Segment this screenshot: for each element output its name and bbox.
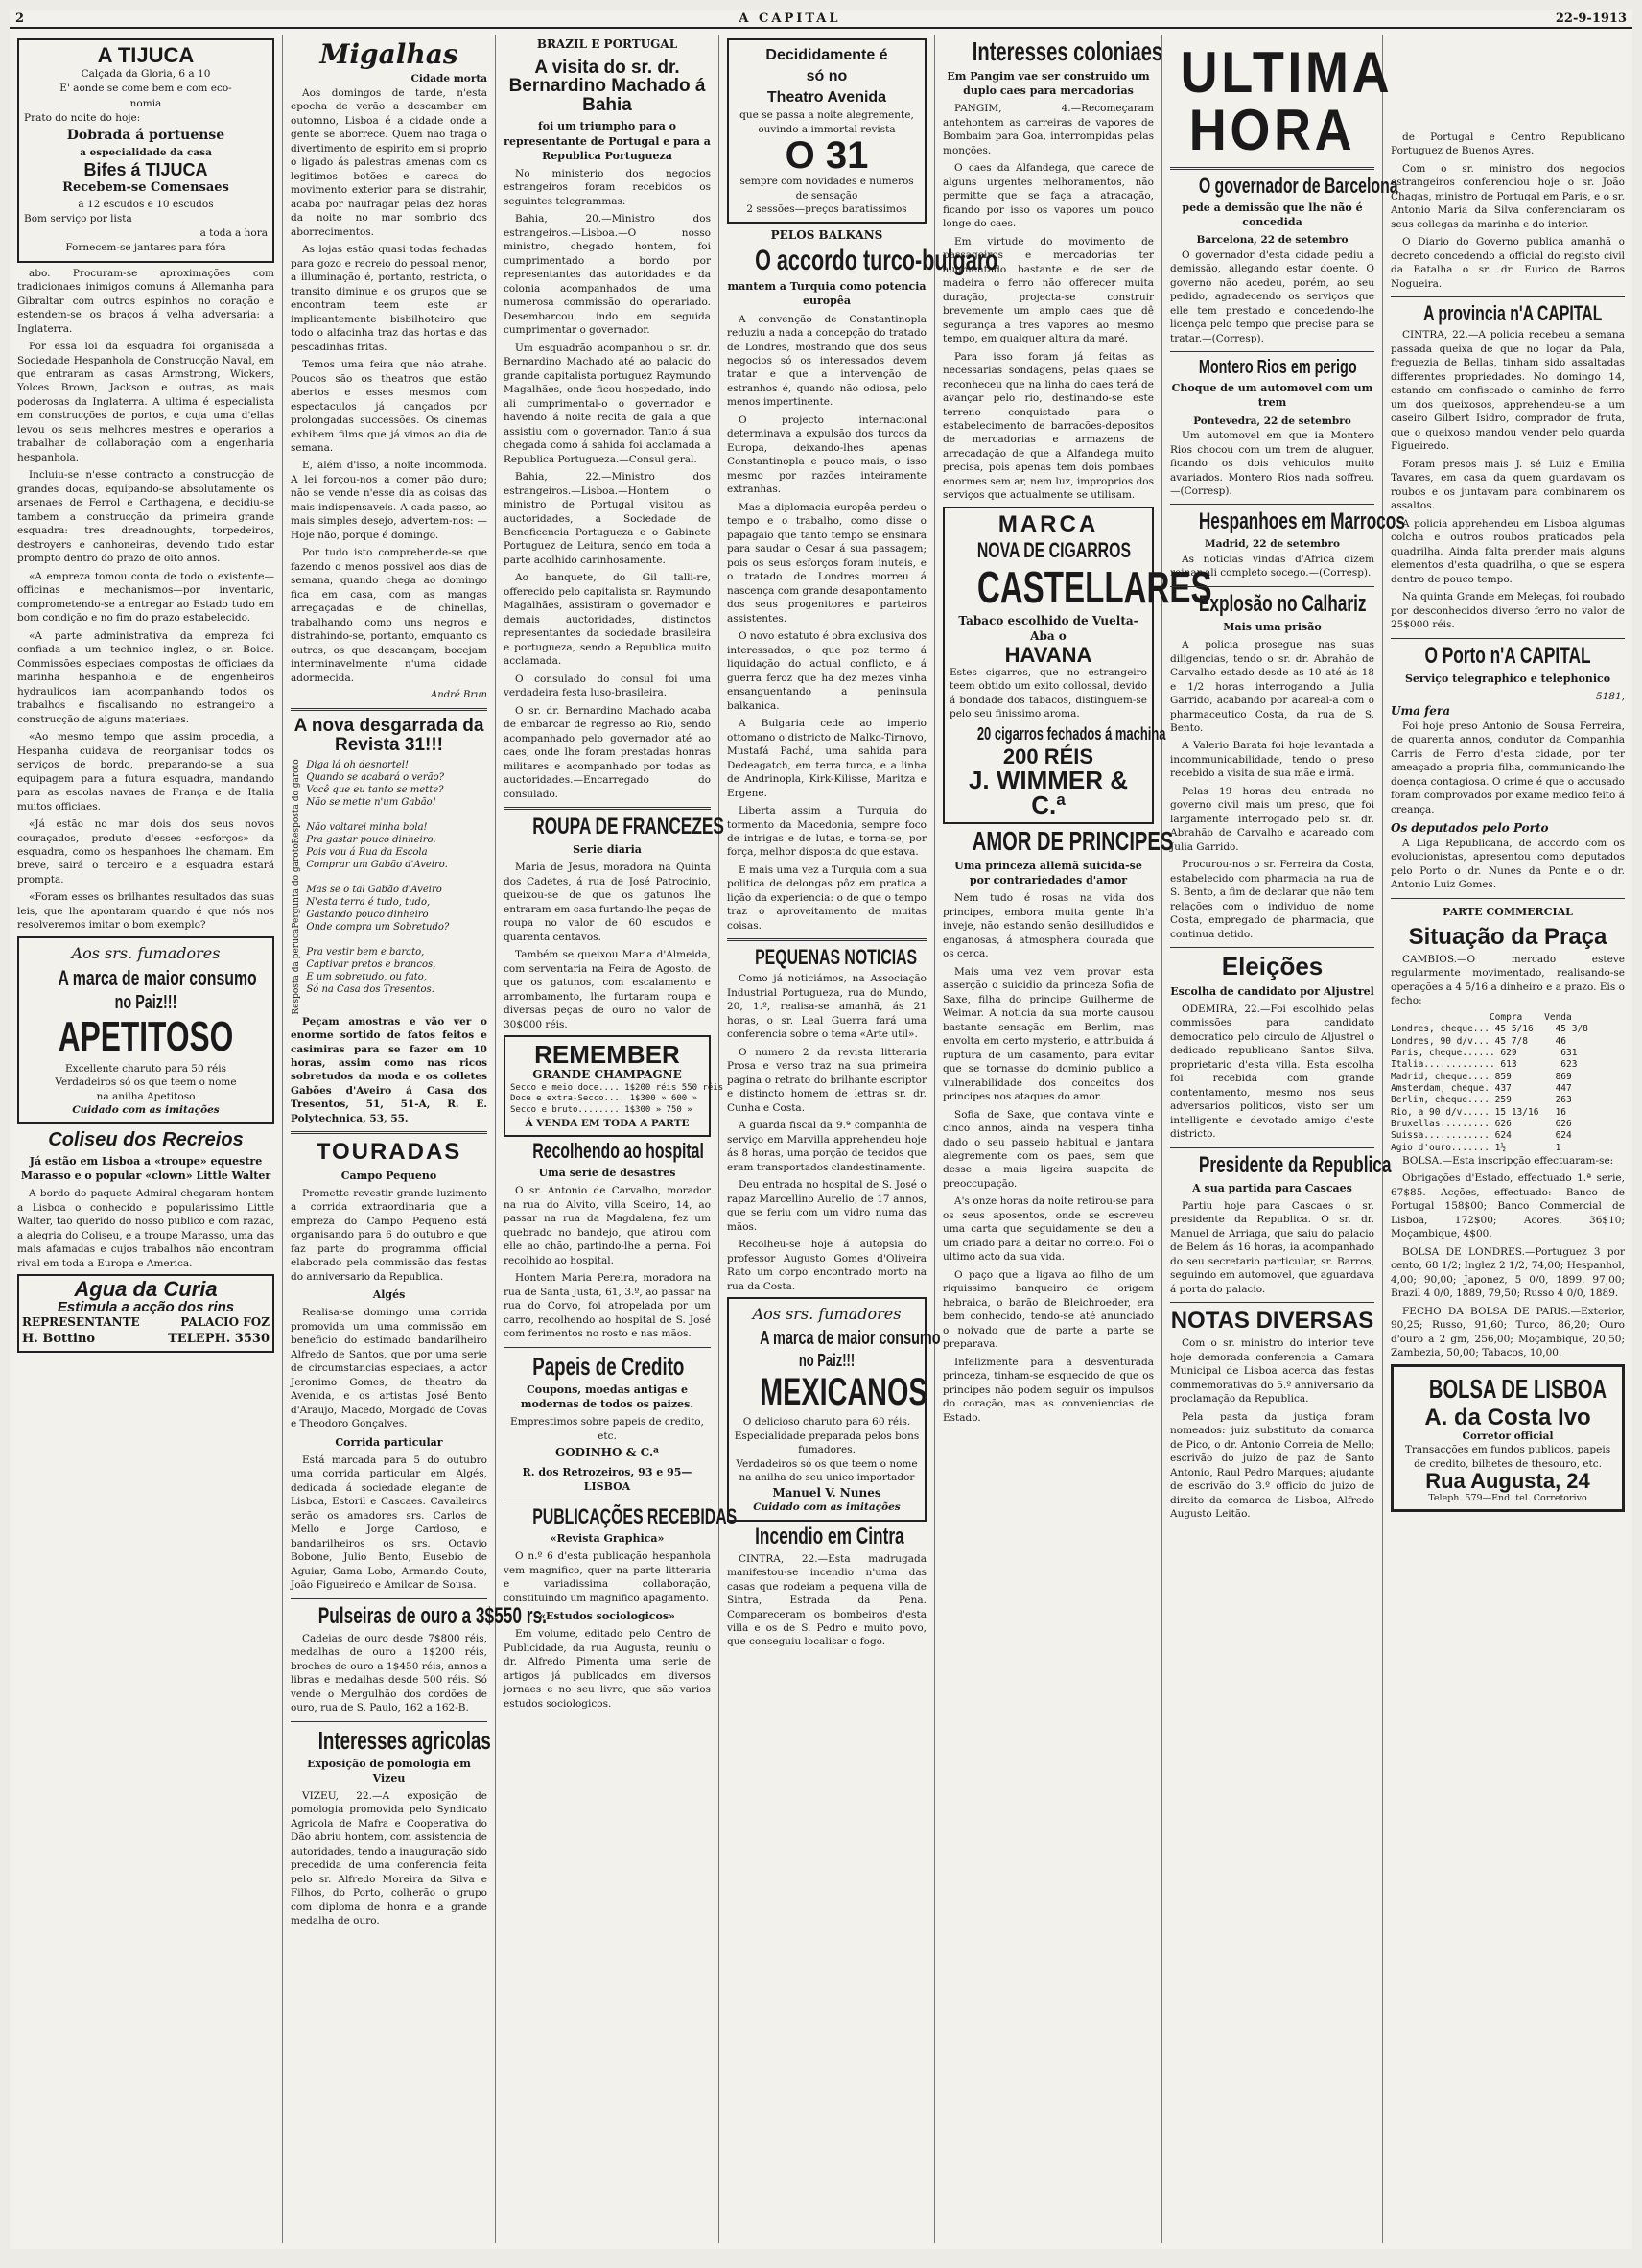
ad-remember-title: REMEMBER bbox=[534, 1040, 680, 1070]
verse-line: N'esta terra é tudo, tudo, bbox=[306, 896, 431, 908]
verse-line: Quando se acabará o verão? bbox=[306, 771, 444, 783]
porto-subtitle: Serviço telegraphico e telephonico bbox=[1404, 672, 1611, 685]
article-paragraph: Foram presos mais J. sé Luiz e Emilia Tavares, em casa da quem guardavam os roubos e os juntavam para combinarem os assaltos. bbox=[1391, 458, 1625, 512]
eleicoes-subtitle: Escolha de candidato por Aljustrel bbox=[1170, 984, 1374, 998]
papeis-line: Coupons, moedas antigas e modernas de todos os paizes. bbox=[520, 1382, 694, 1410]
coliseu-title: Coliseu dos Recreios bbox=[48, 1128, 244, 1150]
newspaper-page bbox=[10, 10, 1632, 2249]
ad-apetitoso-line: Aos srs. fumadores bbox=[71, 943, 221, 962]
article-paragraph: O sr. Antonio de Carvalho, morador na rua do Alvito, villa Soeiro, 14, ao passar na rua da Magdalena, fez um quebrado no bandejo, que atirou com elle ao chão, partindo-lhe a perna. Foi recolhido ao hospital. bbox=[504, 1185, 711, 1266]
ad-remember-sub: GRANDE CHAMPAGNE bbox=[532, 1068, 682, 1082]
ad-mexicanos bbox=[727, 1297, 941, 1522]
article-paragraph: Na quinta Grande em Meleças, foi roubado por desconhecidos diverso ferro no valor de 25$000 réis. bbox=[1391, 591, 1625, 631]
article-paragraph: A policia apprehendeu em Lisboa algumas colcha e outros roubos praticados pela quadrilha. Ainda falta prender mais alguns elementos d'esta quadrilha, o que se espera dentro de pouco tempo. bbox=[1391, 517, 1625, 585]
article-paragraph: A Liga Republicana, de accordo com os evolucionistas, apresentou como deputados pelo Porto o dr. Nunes da Ponte e o dr. Antonio Luiz Gomes. bbox=[1391, 837, 1625, 891]
article-paragraph: PANGIM, 4.—Recomeçaram antehontem as carreiras de vapores de Bombaim para Goa, interrompidas pelas monções. bbox=[943, 103, 1154, 156]
article-paragraph: Também se queixou Maria d'Almeida, com serventaria na Feira de Agosto, de que os gatunos, com escalamento e arrombamento, lhe furtaram roupa e diversas peças de ouro no valor de 30$000 réis. bbox=[504, 949, 711, 1030]
ad-castellares-firm: J. WIMMER & C.ª bbox=[968, 765, 1129, 819]
eleicoes-title: Eleições bbox=[1221, 952, 1324, 981]
article-paragraph: O n.º 6 d'esta publicação hespanhola vem magnifico, quer na parte litteraria e variadissima collaboração, constituindo um magnifico apagamento. bbox=[504, 1550, 711, 1604]
verse-line: Mas se o tal Gabão d'Aveiro bbox=[306, 884, 442, 895]
ad-theatro-line: Theatro Avenida bbox=[766, 89, 887, 106]
ad-remember bbox=[504, 1035, 724, 1137]
ad-theatro-line: que se passa a noite alegremente, ouvindo a immortal revista bbox=[739, 109, 914, 135]
ad-tijuca-name: A TIJUCA bbox=[97, 43, 195, 67]
agricolas-title: Interesses agricolas bbox=[317, 1725, 491, 1755]
column-4 bbox=[719, 35, 998, 2243]
column-7 bbox=[1383, 35, 1632, 2243]
ad-tijuca-line: a 12 escudos e 10 escudos bbox=[78, 198, 214, 210]
article-paragraph: Infelizmente para a desventurada princeza, tinham-se esquecido de que os principes não podem seguir os impulsos do coração, mas as conveniencias de Estado. bbox=[943, 1356, 1154, 1424]
column-1 bbox=[10, 35, 283, 2243]
article-paragraph: Com o sr. ministro do interior teve hoje demorada conferencia a Camara Municipal de Lisboa acerca das festas commemorativas do 5.º anniversario da proclamação da Republica. bbox=[1170, 1337, 1374, 1406]
article-paragraph: CINTRA, 22.—Esta madrugada manifestou-se incendio n'uma das casas que rodeiam a pequena villa de Sintra, Estrada da Pena. Compareceram os bombeiros d'esta villa e os de S. Pedro e muito povo, que conseguiu localisar o fogo. bbox=[727, 1552, 927, 1648]
article-paragraph: Por essa loi da esquadra foi organisada a Sociedade Hespanhola de Construcção Naval, em que entraram as casas Armstrong, Wickers, Yolces Brown, Jackson e outras, as mais poderosas da Inglaterra. A ultima é especialista em construcções de portos, e cuja uma d'ellas levou os seus melhores mestres e operarios a trabalhar de collaboração com a engenharia hespanhola. bbox=[17, 341, 274, 463]
column-6 bbox=[1162, 35, 1405, 2243]
article-paragraph: A convenção de Constantinopla reduziu a nada a concepção do tratado de Londres, mostrando que dos seus negocios só os interessados devem tratar e que a intervenção de estranhos é, quando não odiosa, pelo menos impertinente. bbox=[727, 313, 927, 409]
article-paragraph: «A empreza tomou conta de todo o existente—officinas e mechanismos—por inventario, comprometendo-se a entregar ao Estado tudo em bom condição e no fim do prazo estabelecido. bbox=[17, 570, 274, 625]
ad-remember-price: Secco e meio doce.... 1$200 réis 550 réis bbox=[510, 1082, 724, 1093]
ad-remember-price: Doce e extra-Secco.... 1$300 » 600 » bbox=[510, 1094, 698, 1104]
marrocos-place: Madrid, 22 de setembro bbox=[1205, 538, 1340, 551]
verse-line: Pra gastar pouco dinheiro. bbox=[306, 834, 436, 845]
papeis-address: R. dos Retrozeiros, 93 e 95—LISBOA bbox=[522, 1465, 692, 1493]
article-paragraph: ODEMIRA, 22.—Foi escolhido pelas commissões para candidato democratico pelo circulo de Aljustrel o dedicado republicano Santos Silva, proprietario d'esta villa. Esta escolha foi recebida com grande contentamento, mesmo nos seus adversarios politicos, visto ser um intelligente e devotado amigo d'este districto. bbox=[1170, 1003, 1374, 1141]
article-paragraph: O paço que a ligava ao filho de um riquissimo banqueiro de origem hebraica, o barão de Bleichroeder, era bem conhecido, tendo-se até anunciado o noivado que de parte a parte se preparava. bbox=[943, 1268, 1154, 1351]
revista-title: A nova desgarrada da Revista 31!!! bbox=[293, 716, 484, 755]
ad-bolsa-lisboa bbox=[1391, 1364, 1625, 1513]
verse-line: Onde compra um Sobretudo? bbox=[306, 921, 450, 933]
notas-title: NOTAS DIVERSAS bbox=[1170, 1308, 1374, 1335]
verse-line: Pra vestir bem e barato, bbox=[306, 946, 425, 957]
ultima-hora-heading: ULTIMA HORA bbox=[1180, 40, 1394, 162]
ad-theatro-avenida bbox=[727, 38, 927, 224]
verse-line: Você que eu tanto se mette? bbox=[306, 784, 444, 795]
article-paragraph: Aos domingos de tarde, n'esta epocha de verão a descambar em outomno, Lisboa é a cidade onde a gente se aborrece. Quem não traga o divertimento de espirito em si proprio o ligado ás palestras amenas com os legitimos botões e careca do movimento exterior para se distrahir, acaba por naufragar pelas dez horas da noite no mar sombrio dos aborrecimentos. bbox=[291, 86, 487, 238]
exchange-table-row: Berlim, cheque.... 259 263 bbox=[1391, 1095, 1572, 1106]
revista-side-label: Resposta da peruca bbox=[292, 928, 301, 1015]
verse-line: Só na Casa dos Tresentos. bbox=[306, 983, 434, 995]
article-paragraph: Bahia, 20.—Ministro dos estrangeiros.—Lisboa.—O nosso ministro, chegado hontem, foi cumprimentado a bordo por representantes das autoridades e da colonia acompanhados de uma numerosa commissão do operariado. Desembarcou, indo em seguida cumprimentar o governador. bbox=[504, 213, 711, 337]
article-paragraph: Obrigações d'Estado, effectuado 1.ª serie, 67$85. Acções, effectuado: Banco de Portugal 158$00; Banco Commercial de Lisboa, 172$00; Acores, 36$10; Moçambique, 4$00. bbox=[1391, 1172, 1625, 1240]
touradas-subtitle: Campo Pequeno bbox=[340, 1169, 437, 1182]
touradas-subtitle: Corrida particular bbox=[335, 1435, 443, 1449]
ad-apetitoso-line: no Paiz!!! bbox=[114, 991, 177, 1013]
brasil-title: A visita do sr. dr. Bernardino Machado á Bahia bbox=[508, 57, 706, 116]
article-paragraph: abo. Procuram-se aproximações com tradicionaes inimigos comuns á Allemanha para Gibraltar com outros espinhos no coração e estendem-se os braços á velha adversaria: a Inglaterra. bbox=[17, 267, 274, 335]
agricolas-subtitle: Exposição de pomologia em Vizeu bbox=[307, 1757, 471, 1784]
article-paragraph: Sofia de Saxe, que contava vinte e cinco annos, ainda na vespera tinha dado o seu passeio habitual e jantara alegremente com os paes, sem que desse a mais ligeira suspeita de preoccupação. bbox=[943, 1108, 1154, 1190]
article-paragraph: Com o sr. ministro dos negocios estrangeiros conferenciou hoje o sr. João Chagas, ministro de Portugal em Paris, e o sr. Antonio Maria da Silva conferenciaram os seus collegas da marinha e do interior. bbox=[1391, 162, 1625, 230]
article-paragraph: Mais uma vez vem provar esta asserção o suicidio da princeza Sofia de Saxe, filha do principe Guilherme de Weimar. A noticia da sua morte causou bastante sensação em Berlim, mas envolta em certo mysterio, e attribuida á ruptura de um casamento, para evitar que se tornasse do dominio publico a vulnerabilidade dos conceitos dos principes nos ataques do amor. bbox=[943, 965, 1154, 1103]
ad-tijuca-line: Recebem-se Comensaes bbox=[62, 179, 229, 195]
ad-tijuca-line: E' aonde se come bem e com eco- bbox=[59, 83, 232, 95]
article-paragraph: Hontem Maria Pereira, moradora na rua de Santa Justa, 61, 3.º, ao passar na rua do Corvo, foi atropelada por um carro, recolhendo ao hospital de S. José com ferimentos no rosto e nas mãos. bbox=[504, 1272, 711, 1340]
ad-castellares-line: MARCA bbox=[997, 510, 1099, 537]
verse-line: Comprar um Gabão d'Aveiro. bbox=[306, 859, 448, 870]
brasil-kicker: BRAZIL E PORTUGAL bbox=[536, 37, 678, 51]
article-paragraph: CAMBIOS.—O mercado esteve regularmente movimentado, realisando-se operações a 4 5/16 a dinheiro e a prazo. Eis o fecho: bbox=[1391, 953, 1625, 1007]
exchange-table-row: Bruxellas......... 626 626 bbox=[1391, 1118, 1572, 1129]
article-paragraph: Como já noticiámos, na Associação Industrial Portugueza, rua do Mundo, 20, 1.º, realisa-se amanhã, ás 21 horas, o sr. Leal Guerra fará uma conferencia sobre o tema «Arte util». bbox=[727, 973, 927, 1041]
amor-subtitle: Uma princeza allemã suicida-se por contrariedades d'amor bbox=[954, 859, 1142, 887]
hospital-subtitle: Uma serie de desastres bbox=[538, 1167, 676, 1180]
ad-castellares-line: NOVA DE CIGARROS bbox=[976, 537, 1132, 562]
ad-apetitoso bbox=[17, 936, 274, 1124]
ad-mexicanos-brand: MEXICANOS bbox=[760, 1371, 927, 1414]
ad-mexicanos-importer: Manuel V. Nunes bbox=[772, 1485, 881, 1500]
ad-bolsa-line: Transacções em fundos publicos, papeis de credito, bilhetes de thesouro, etc. bbox=[1404, 1444, 1611, 1470]
verse-line: E um sobretudo, ou fato, bbox=[306, 971, 427, 982]
ad-agua-title: Agua da Curia bbox=[74, 1277, 218, 1302]
article-paragraph: Por tudo isto comprehende-se que fazendo o menos possivel aos dias de semana, quando chega ao domingo fica em casa, com as mangas arregaçadas e de chinellas, trabalhando como uns negros e distrahindo-se, portanto, emquanto os outros, os que descançam, bocejam interminavelmente n'uma cidade adormecida. bbox=[291, 547, 487, 684]
article-paragraph: Um automovel em que ia Montero Rios chocou com um trem de aluguer, ficando os dois vehiculos muito avariados. Montero Rios nada soffreu.—(Corresp). bbox=[1170, 430, 1374, 497]
barcelona-title: O governador de Barcelona bbox=[1198, 174, 1398, 198]
masthead bbox=[10, 10, 1632, 29]
article-paragraph: O Diario do Governo publica amanhã o decreto concedendo a official do registo civil da Batalha o sr. dr. Eurico de Barros Nogueira. bbox=[1391, 236, 1625, 290]
ad-bolsa-telephone: Teleph. 579—End. tel. Corretorivo bbox=[1428, 1493, 1587, 1504]
article-paragraph: VIZEU, 22.—A exposição de pomologia promovida pelo Syndicato Agricola de Mafra e Cooperativa do Dão abriu hontem, com assistencia de autoridades, tendo a inauguração sido precedida de uma conferencia feita pelo sr. Alfredo Moreira da Silva e Filhos, do Porto, colherão o grupo com diploma de honra e a grande medalha de ouro. bbox=[291, 1789, 487, 1927]
balkans-subtitle: mantem a Turquia como potencia europêa bbox=[727, 280, 927, 308]
article-paragraph: Para isso foram já feitas as necessarias sondagens, pelas quaes se reconheceu que na linha do caes terá de avançar pelo rio, destinando-se este terreno conquistado para o estabelecimento de barracões-depositos de mercadorias e armazens de arrecadação de que a Alfandega muito precisa, pois apenas tem dois pombaes enormes sem ar, nem luz, improprios dos serviços que actualmente se utilisam. bbox=[943, 350, 1154, 502]
ad-bolsa-title: BOLSA DE LISBOA bbox=[1428, 1373, 1607, 1404]
ad-bolsa-name: A. da Costa Ivo bbox=[1424, 1404, 1591, 1430]
ad-agua-line: PALACIO FOZ bbox=[180, 1315, 270, 1330]
article-paragraph: FECHO DA BOLSA DE PARIS.—Exterior, 90,25; Russo, 91,60; Turco, 86,20; Ouro d'ouro a 2 gm, 256,00; Moçambique, 20,50; Zambezia, 50,00; Tabacos, 10,00. bbox=[1391, 1305, 1625, 1359]
ad-castellares-city: HAVANA bbox=[1004, 643, 1092, 667]
article-paragraph: O governador d'esta cidade pediu a demissão, allegando estar doente. O governo não acedeu, porém, ao seu pedido, agradecendo os serviços que elle tem prestado e concedendo-lhe licença pelo tempo que precise para se tratar.—(Corresp). bbox=[1170, 248, 1374, 344]
ad-mexicanos-line: Especialidade preparada pelos bons fumadores. bbox=[734, 1429, 920, 1456]
article-paragraph: Pelas 19 horas deu entrada no governo civil mais um preso, que foi largamente interrogado pelo sr. dr. Abrahão de Carvalho e acareado com Julia Garrido. bbox=[1170, 785, 1374, 853]
article-paragraph: Maria de Jesus, moradora na Quinta dos Cadetes, á rua de José Patrocinio, queixou-se de que os gatunos lhe entraram em casa furtando-lhe peças de roupa no valor de 60 escudos e quarenta centavos. bbox=[504, 862, 711, 943]
article-paragraph: Nem tudo é rosas na vida dos principes, embora muita gente lh'a inveje, não estando senão desilludidos e enganosas, á atmosphera dourada que os cerca. bbox=[943, 892, 1154, 960]
calhariz-subtitle: Mais uma prisão bbox=[1223, 620, 1322, 633]
amor-title: AMOR DE PRINCIPES bbox=[972, 825, 1174, 856]
coloniaes-subtitle: Em Pangim vae ser construido um duplo caes para mercadorias bbox=[947, 70, 1150, 98]
ad-mexicanos-line: Aos srs. fumadores bbox=[752, 1305, 902, 1324]
article-paragraph: A Bulgaria cede ao imperio ottomano o districto de Malko-Tirnovo, Mustafá Pachá, uma sahida para Dedeagatch, em terra turca, e a linha de Andrinopla, Kirk-Kilisse, Maritza e Ergene. bbox=[727, 718, 927, 799]
commercial-title: Situação da Praça bbox=[1408, 923, 1607, 950]
ad-mexicanos-line: Verdadeiros só os que teem o nome na anilha do seu unico importador bbox=[736, 1457, 918, 1484]
article-paragraph: O novo estatuto é obra exclusiva dos interessados, o que poz termo á liquidação do actual conflicto, e á guerra feroz que ha dez mezes vinha ensanguentando a peninsula balkanica. bbox=[727, 630, 927, 712]
papeis-title: Papeis de Credito bbox=[532, 1351, 685, 1381]
article-paragraph: A's onze horas da noite retirou-se para os seus aposentos, onde se escreveu uma carta que seguidamente se deu a um criado para a deitar no correio. Foi o ultimo acto da sua vida. bbox=[943, 1195, 1154, 1264]
ad-tijuca bbox=[17, 38, 274, 263]
article-paragraph: Recolheu-se hoje á autopsia do professor Augusto Gomes d'Oliveira Rato um corpo encontrado morto na rua da Costa. bbox=[727, 1239, 927, 1292]
ad-castellares-price: 200 RÉIS bbox=[1002, 744, 1094, 768]
touradas-subtitle: Algés bbox=[372, 1288, 406, 1302]
provincia-title: A provincia n'A CAPITAL bbox=[1423, 301, 1603, 326]
ad-tijuca-line: a toda a hora bbox=[199, 226, 268, 239]
presidente-subtitle: A sua partida para Cascaes bbox=[1192, 1181, 1352, 1194]
article-paragraph: O consulado do consul foi uma verdadeira festa luso-brasileira. bbox=[504, 673, 711, 699]
article-paragraph: Incluiu-se n'esse contracto a construcção de grandes docas, equipando-se absolutamente os arsenaes de Ferrol e Carthagena, e decidiu-se tambem a construcção da primeira grande esquadra: tres dreadnoughts, torpedeiros, destroyers e canhoneiras, devendo tudo estar prompto dentro do prazo de oito annos. bbox=[17, 469, 274, 565]
ad-agua-line: H. Bottino bbox=[22, 1331, 96, 1346]
exchange-table-row: Paris, cheque...... 629 631 bbox=[1391, 1047, 1578, 1058]
ad-castellares-brand: CASTELLARES bbox=[976, 561, 1212, 612]
ad-tijuca-line: a especialidade da casa bbox=[80, 147, 212, 159]
article-paragraph: Em volume, editado pelo Centro de Publicidade, da rua Augusta, reuniu o dr. Alfredo Pimenta uma serie de artigos já publicados em diversos jornaes e no seu livro, que são varios estudos sociologicos. bbox=[504, 1628, 711, 1710]
ad-apetitoso-line: na anilha Apetitoso bbox=[96, 1090, 196, 1102]
exchange-table-row: Rio, a 90 d/v..... 15 13/16 16 bbox=[1391, 1106, 1567, 1118]
ad-theatro-line: Decididamente é bbox=[765, 47, 888, 63]
article-paragraph: Foi hoje preso Antonio de Sousa Ferreira, de quarenta annos, condutor da Companhia Carris de Ferro d'esta cidade, por ter ameaçado a propria filha, communicando-lhe doença contagiosa. O crime é que o accusado foram comprovados por exame medico feito á creança. bbox=[1391, 720, 1625, 815]
article-paragraph: O projecto internacional determinava a expulsão dos turcos da Europa, deixando-lhes apenas Constantinopla e pouco mais, o isso mesmo por razões inteiramente extranhas. bbox=[727, 413, 927, 496]
ad-theatro-line: sempre com novidades e numeros de sensação bbox=[739, 176, 914, 201]
article-paragraph: Pela pasta da justiça foram nomeados: juiz substituto da comarca de Pico, o dr. Antonio Correia de Mello; escrivão do juizo de paz de Santo Antonio, Raul Pedro Marques; ajudante de escrivão do 3.º officio do juizo de direito da comarca de Lisboa, Alfredo Augusto Leitão. bbox=[1170, 1410, 1374, 1521]
hospital-title: Recolhendo ao hospital bbox=[532, 1139, 704, 1164]
verse-line: Captivar pretos e brancos, bbox=[306, 958, 436, 970]
ad-tijuca-line: nomia bbox=[129, 97, 162, 109]
ad-theatro-line: 2 sessões—preços baratissimos bbox=[746, 203, 907, 216]
ad-theatro-line: só no bbox=[806, 68, 848, 85]
pulseiras-title: Pulseiras de ouro a 3$550 rs. bbox=[317, 1602, 547, 1629]
touradas-title: TOURADAS bbox=[316, 1139, 462, 1166]
ad-tijuca-dish: Dobrada á portuense bbox=[66, 127, 225, 143]
presidente-title: Presidente da Republica bbox=[1198, 1151, 1392, 1178]
article-paragraph: Promette revestir grande luzimento a corrida extraordinaria que a empreza do Campo Pequeno está organisando para 6 do outubro e que faz parte do programma official elaborado pela commissão das festas do anniversario da Republica. bbox=[291, 1187, 487, 1283]
article-paragraph: BOLSA DE LONDRES.—Portuguez 3 por cento, 68 1/2; Inglez 2 1/2, 74,00; Hespanhol, 4,00; 90,00; Japonez, 5 0/0, 1899, 97,00; Brazil 4 0/0, 1889, 79,50; Russo 4 0/0, 1889. bbox=[1391, 1245, 1625, 1300]
article-paragraph: de Portugal e Centro Republicano Portuguez de Buenos Ayres. bbox=[1391, 131, 1625, 157]
ad-agua-sub: Estimula a acção dos rins bbox=[57, 1299, 235, 1316]
ad-theatro-logo: O 31 bbox=[785, 134, 869, 177]
verse-line: Gastando pouco dinheiro bbox=[306, 909, 429, 920]
barcelona-place: Barcelona, 22 de setembro bbox=[1196, 234, 1349, 247]
marrocos-title: Hespanhoes em Marrocos bbox=[1198, 508, 1405, 535]
ad-apetitoso-brand: APETITOSO bbox=[58, 1012, 234, 1060]
porto-title: O Porto n'A CAPITAL bbox=[1424, 642, 1591, 669]
ad-castellares-line: Estes cigarros, que no estrangeiro teem obtido um exito collossal, devido á bondade dos tabacos, distinguem-se pelo seu finissimo aroma. bbox=[950, 667, 1147, 721]
ad-tijuca-line: Fornecem-se jantares para fóra bbox=[65, 242, 226, 254]
coliseu-subtitle: Já estão em Lisboa a «troupe» equestre Marasso e o popular «clown» Little Walter bbox=[20, 1154, 271, 1183]
verse-line: Não voltarei minha bola! bbox=[306, 821, 428, 833]
ad-mexicanos-line: A marca de maior consumo bbox=[760, 1328, 941, 1350]
porto-kicker: Uma fera bbox=[1391, 704, 1451, 719]
article-paragraph: No ministerio dos negocios estrangeiros foram recebidos os seguintes telegrammas: bbox=[504, 167, 711, 207]
ad-bolsa-address: Rua Augusta, 24 bbox=[1425, 1469, 1590, 1494]
column-3 bbox=[496, 35, 738, 2243]
article-paragraph: A bordo do paquete Admiral chegaram hontem a Lisboa o conhecido e popularissimo Little Walter, tão querido do nosso publico e com razão, a alegria do Coliseu, e a troupe Marasso, uma das mais afamadas e cujos trabalhos não encontram rival em toda a Europa e America. bbox=[17, 1188, 274, 1269]
article-paragraph: E, além d'isso, a noite incommoda. A lei forçou-nos a comer pão duro; não se vende n'esse dia as coisas das mais indispensaveis. A cada passo, ao mais simples desejo, advertem-nos: — Hoje não, porque é domingo. bbox=[291, 460, 487, 541]
ad-apetitoso-line: Excellente charuto para 50 réis bbox=[65, 1062, 226, 1075]
article-paragraph: Partiu hoje para Cascaes o sr. presidente da Republica. O sr. dr. Manuel de Arriaga, que saiu do palacio de Belem ás 16 horas, ia acompanhado do seu secretario particular, sr. Barros, seguindo em automovel, que aguardava á porta do palacio. bbox=[1170, 1199, 1374, 1295]
pequenas-title: PEQUENAS NOTICIAS bbox=[755, 945, 918, 970]
article-paragraph: A policia prosegue nas suas diligencias, tendo o sr. dr. Abrahão de Carvalho estado desde as 10 até ás 18 e 1/2 horas interrogando a Julia Garrido, acabando por acareal-a com o pharmaceutico Costa, da rua de S. Bento. bbox=[1170, 639, 1374, 734]
ad-remember-foot: Á VENDA EM TODA A PARTE bbox=[525, 1117, 690, 1129]
papeis-line: Emprestimos sobre papeis de credito, etc. bbox=[510, 1416, 704, 1442]
article-paragraph: As noticias vindas d'Africa dizem reinar ali completo socego.—(Corresp). bbox=[1170, 553, 1374, 579]
publicacoes-subtitle: «Estudos sociologicos» bbox=[539, 1610, 675, 1623]
article-paragraph: As lojas estão quasi todas fechadas para gozo e recreio do pessoal menor, a illuminação é, portanto, restricta, o transito diminue e os grupos que se encontram teem este ar implicantemente bisbilhoteiro que todo o alfacinha traz das hortas e das pescadinhas fritas. bbox=[291, 244, 487, 353]
article-paragraph: Deu entrada no hospital de S. José o rapaz Marcellino Aurelio, de 17 annos, que se feriu com um vidro numa das mãos. bbox=[727, 1179, 927, 1233]
ad-castellares-line: Tabaco escolhido de Vuelta-Aba o bbox=[958, 613, 1138, 644]
revista-side-label: Pergunta do garoto bbox=[292, 843, 301, 929]
migalhas-title: Migalhas bbox=[319, 38, 458, 70]
exchange-table-row: Italia............. 613 623 bbox=[1391, 1059, 1578, 1071]
ad-agua-curia bbox=[17, 1274, 274, 1352]
article-paragraph: «Já estão no mar dois dos seus novos couraçados, produto d'esses «esforços» da esquadra, como os hespanhoes lhe chamam. Em breve, sairá o terceiro e a esquadra estará prompta. bbox=[17, 818, 274, 886]
coloniaes-title: Interesses coloniaes bbox=[972, 36, 1163, 66]
cintra-title: Incendio em Cintra bbox=[755, 1523, 904, 1549]
article-paragraph: O sr. dr. Bernardino Machado acaba de embarcar de regresso ao Rio, sendo acompanhado pelo governador até ao caes, onde lhe foram prestadas honras militares e acompanhado por todas as auctoridades.—Encarregado do consulado. bbox=[504, 704, 711, 800]
article-paragraph: CINTRA, 22.—A policia recebeu a semana passada queixa de que no logar da Pala, freguezia de Bellas, tinham sido assaltadas differentes propriedades. No domingo 14, estando em confiscado o caminho de ferro um dos queixosos, apprehendeu-se a um caseiro Gilbert Isidro, comprador de fruta, que o queixoso mandou vender pelo guarda Figueiredo. bbox=[1391, 329, 1625, 453]
issue-date: 22-9-1913 bbox=[1555, 11, 1627, 26]
papeis-firm: GODINHO & C.ª bbox=[554, 1446, 660, 1460]
publicacoes-title: PUBLICAÇÕES RECEBIDAS bbox=[532, 1503, 738, 1528]
article-paragraph: Cadeias de ouro desde 7$800 réis, medalhas de ouro a 1$200 réis, broches de ouro a 1$450 réis, annos a libras e medalhas desde 500 réis. Só vende o Mergulhão dos cordões de ouro, rua de S. Paulo, 162 a 162-B. bbox=[291, 1632, 487, 1714]
article-paragraph: Realisa-se domingo uma corrida promovida um uma commissão em beneficio do estimado bandarilheiro Alfredo de Santos, que por uma serie de circumstancias especiaes, a actor Jeronimo Gomes, de theatro da Avenida, e os artistas José Bento d'Araujo, Macedo, Morgado de Covas e Theodoro Gonçalves. bbox=[291, 1307, 487, 1430]
ad-agua-line: TELEPH. 3530 bbox=[168, 1331, 270, 1346]
exchange-table-row: Suissa............ 624 624 bbox=[1391, 1130, 1572, 1142]
article-paragraph: Mas a diplomacia europêa perdeu o tempo e o trabalho, como disse o papagaio que tanto tempo se ensinara para saudar o Cesar á sua passagem; pois os seus esforços foram inuteis, e o tratado de Londres morreu á nascença com grande desapontamento dos seus progenitores e parteiros assistentes. bbox=[727, 501, 927, 625]
commercial-kicker: PARTE COMMERCIAL bbox=[1443, 905, 1573, 918]
ad-mexicanos-line: no Paiz!!! bbox=[798, 1351, 856, 1371]
calhariz-title: Explosão no Calhariz bbox=[1198, 590, 1367, 617]
ad-castellares-line: 20 cigarros fechados á machina bbox=[976, 723, 1166, 744]
article-paragraph: A guarda fiscal da 9.ª companhia de serviço em Marvilla apprehendeu hoje ás 8 horas, uma porção de tecidos que eram transportados clandestinamente. bbox=[727, 1120, 927, 1173]
ad-tijuca-dish2: Bifes á TIJUCA bbox=[83, 159, 208, 179]
exchange-table-row: Amsterdam, cheque. 437 447 bbox=[1391, 1082, 1572, 1094]
article-paragraph: Liberta assim a Turquia do tormento da Macedonia, sempre foco de intrigas e de lutas, e torna-se, por força, melhor disposta do que estava. bbox=[727, 805, 927, 859]
ad-tijuca-line: Bom serviço por lista bbox=[24, 213, 132, 225]
column-2 bbox=[283, 35, 547, 2243]
verse-line: Não se mette n'um Gabão! bbox=[306, 796, 436, 808]
brasil-subtitle: foi um triumpho para o representante de Portugal e para a Republica Portugueza bbox=[504, 120, 711, 162]
revista-side-label: Resposta do garoto bbox=[292, 758, 301, 844]
verse-line: Diga lá oh desnortel! bbox=[306, 759, 409, 770]
article-paragraph: Ao banquete, do Gil talli-re, offerecido pelo capitalista sr. Raymundo Magalhães, assistiram o governador e demais auctoridades, distinctos representantes da sociedade brasileira e portugueza, sendo a Republica muito acclamada. bbox=[504, 572, 711, 668]
publicacoes-subtitle: «Revista Graphica» bbox=[550, 1531, 665, 1545]
ad-mexicanos-line: Cuidado com as imitações bbox=[753, 1501, 901, 1514]
article-paragraph: E mais uma vez a Turquia com a sua politica de delongas pôz em pratica a lição da experiencia: o de que o tempo traz o aproveitamento de muitas coisas. bbox=[727, 863, 927, 932]
porto-number: 5181, bbox=[1595, 690, 1625, 702]
balkans-title: O accordo turco-bulgaro bbox=[755, 245, 998, 277]
barcelona-subtitle: pede a demissão que lhe não é concedida bbox=[1182, 201, 1363, 229]
migalhas-signature: André Brun bbox=[431, 690, 487, 701]
ad-apetitoso-line: Verdadeiros só os que teem o nome bbox=[55, 1076, 237, 1089]
montero-place: Pontevedra, 22 de setembro bbox=[1193, 414, 1351, 427]
ad-bolsa-role: Corretor official bbox=[1462, 1429, 1554, 1442]
article-paragraph: Procurou-nos o sr. Ferreira da Costa, estabelecido com pharmacia na rua de S. Bento, a fim de declarar que não tem relações com o individuo de nome Costa, empregado de pharmacia, que continua detido. bbox=[1170, 859, 1374, 940]
article-paragraph: O caes da Alfandega, que carece de alguns urgentes melhoramentos, não permitte que se faça a atracação, ficando por isso os vapores um pouco longe do caes. bbox=[943, 162, 1154, 230]
article-paragraph: O numero 2 da revista litteraria Prosa e verso traz na sua primeira pagina o retrato do brilhante escriptor e distincto homem de lettras sr. dr. Cunha e Costa. bbox=[727, 1046, 927, 1114]
exchange-table-row: Londres, cheque... 45 5/16 45 3/8 bbox=[1391, 1024, 1588, 1035]
ad-tijuca-address: Calçada da Gloria, 6 a 10 bbox=[81, 68, 211, 80]
article-paragraph: BOLSA.—Esta inscripção effectuaram-se: bbox=[1402, 1155, 1614, 1167]
article-paragraph: Em virtude do movimento de passageiros e mercadorias ter augmentado bastante e de ser de madeira o ferro não offerecer muita duração, projecta-se construir brevemente um amplo caes que dê segurança a tres vapores ao mesmo tempo, em qualquer altura da maré. bbox=[943, 235, 1154, 345]
ad-tijuca-line: Prato do noite do hoje: bbox=[24, 112, 141, 125]
article-paragraph: «A parte administrativa da empreza foi confiada a um technico inglez, o sr. Boice. Commissões especiaes compostas de officiaes da marinha hespanhola e de engenheiros hydraulicos iam acompanhando todos os trabalhos e fiscalisando no estrangeiro a construcção de alguns materiaes. bbox=[17, 629, 274, 725]
ad-apetitoso-line: Cuidado com as imitações bbox=[72, 1104, 220, 1117]
roupa-title: ROUPA DE FRANCEZES bbox=[532, 814, 724, 840]
revista-verses bbox=[291, 759, 487, 1015]
exchange-table-row: Madrid, cheque.... 859 869 bbox=[1391, 1071, 1572, 1082]
ad-castellares bbox=[943, 507, 1212, 824]
article-paragraph: Temos uma feira que não atrahe. Poucos são os theatros que estão abertos e esses mesmos com espectaculos já cançados por prolongadas successões. Os cinemas exhibem films que já vimos ao dia de semana. bbox=[291, 359, 487, 454]
exchange-table-header: Compra Venda bbox=[1391, 1011, 1572, 1023]
article-paragraph: Está marcada para 5 do outubro uma corrida particular em Algés, dedicada á sociedade elegante de Lisboa, Estoril e Cascaes. Cavalleiros serão os amadores srs. Carlos de Mello e Jorge Cardoso, e bandarilheiros os srs. Octavio Bobone, Julio Bento, Eusebio de Aguiar, Gama Lobo, Armando Couto, João Figueiredo e Amilcar de Sousa. bbox=[291, 1453, 487, 1592]
porto-kicker: Os deputados pelo Porto bbox=[1391, 821, 1549, 836]
montero-title: Montero Rios em perigo bbox=[1198, 357, 1357, 379]
article-paragraph: «Ao mesmo tempo que assim procedia, a Hespanha cuidava de reorganisar todos os serviços de bordo, preparando-se a sua equipagem para a futura esquadra, mandando para as escolas navaes de França e de Italia muitos officiaes. bbox=[17, 731, 274, 813]
ad-apetitoso-line: A marca de maior consumo bbox=[58, 965, 257, 990]
page-number: 2 bbox=[15, 11, 25, 26]
ad-mexicanos-line: O delicioso charuto para 60 réis. bbox=[742, 1416, 911, 1429]
article-paragraph: Um esquadrão acompanhou o sr. dr. Bernardino Machado até ao palacio do grande capitalista portuguez Raymundo Magalhães, onde ficou hospedado, indo ali cumprimental-o o governador e havendo á noite recita de gala a que assistiu com o governador. Tanto á sua chegada como á sahida foi acclamada a Republica Portugueza.—Consul geral. bbox=[504, 342, 711, 465]
article-paragraph: «Foram esses os brilhantes resultados das suas leis, que lhe apontaram quando é que nós nos resolveremos imitar o bom exemplo? bbox=[17, 891, 274, 932]
article-paragraph: A Valerio Barata foi hoje levantada a incommunicabilidade, tendo o preso recebido a visita de sua mãe e irmã. bbox=[1170, 740, 1374, 780]
column-5 bbox=[935, 35, 1212, 2243]
article-paragraph: Bahia, 22.—Ministro dos estrangeiros.—Lisboa.—Hontem o ministro de Portugal visitou as auctoridades, a Sociedade de Beneficencia Portugueza e o Gabinete Portuguez de Leitura, sendo em toda a parte acolhido carinhosamente. bbox=[504, 471, 711, 566]
ad-remember-price: Secco e bruto........ 1$300 » 750 » bbox=[510, 1105, 692, 1116]
paper-name: A CAPITAL bbox=[739, 11, 841, 26]
verse-line: Pois vou á Rua da Escola bbox=[306, 846, 428, 858]
montero-subtitle: Choque de um automovel com um trem bbox=[1171, 382, 1373, 410]
revista-ad-text: Peçam amostras e vão ver o enorme sortido de fatos feitos e casimiras para se fazer em 10 horas, assim como nas ricos sobretudos da moda e os colletes Gabões d'Aveiro á Casa dos Tresentos, 51, 51-A, R. E. Polytechnica, 53, 55. bbox=[291, 1015, 487, 1124]
balkans-kicker: PELOS BALKANS bbox=[770, 227, 883, 242]
exchange-table-row: Londres, 90 d/v... 45 7/8 46 bbox=[1391, 1035, 1567, 1047]
roupa-subtitle: Serie diaria bbox=[573, 843, 642, 857]
migalhas-subtitle: Cidade morta bbox=[410, 73, 487, 85]
exchange-table-row: Agio d'ouro....... 1½ 1 bbox=[1391, 1142, 1561, 1153]
ad-agua-line: REPRESENTANTE bbox=[22, 1315, 140, 1330]
